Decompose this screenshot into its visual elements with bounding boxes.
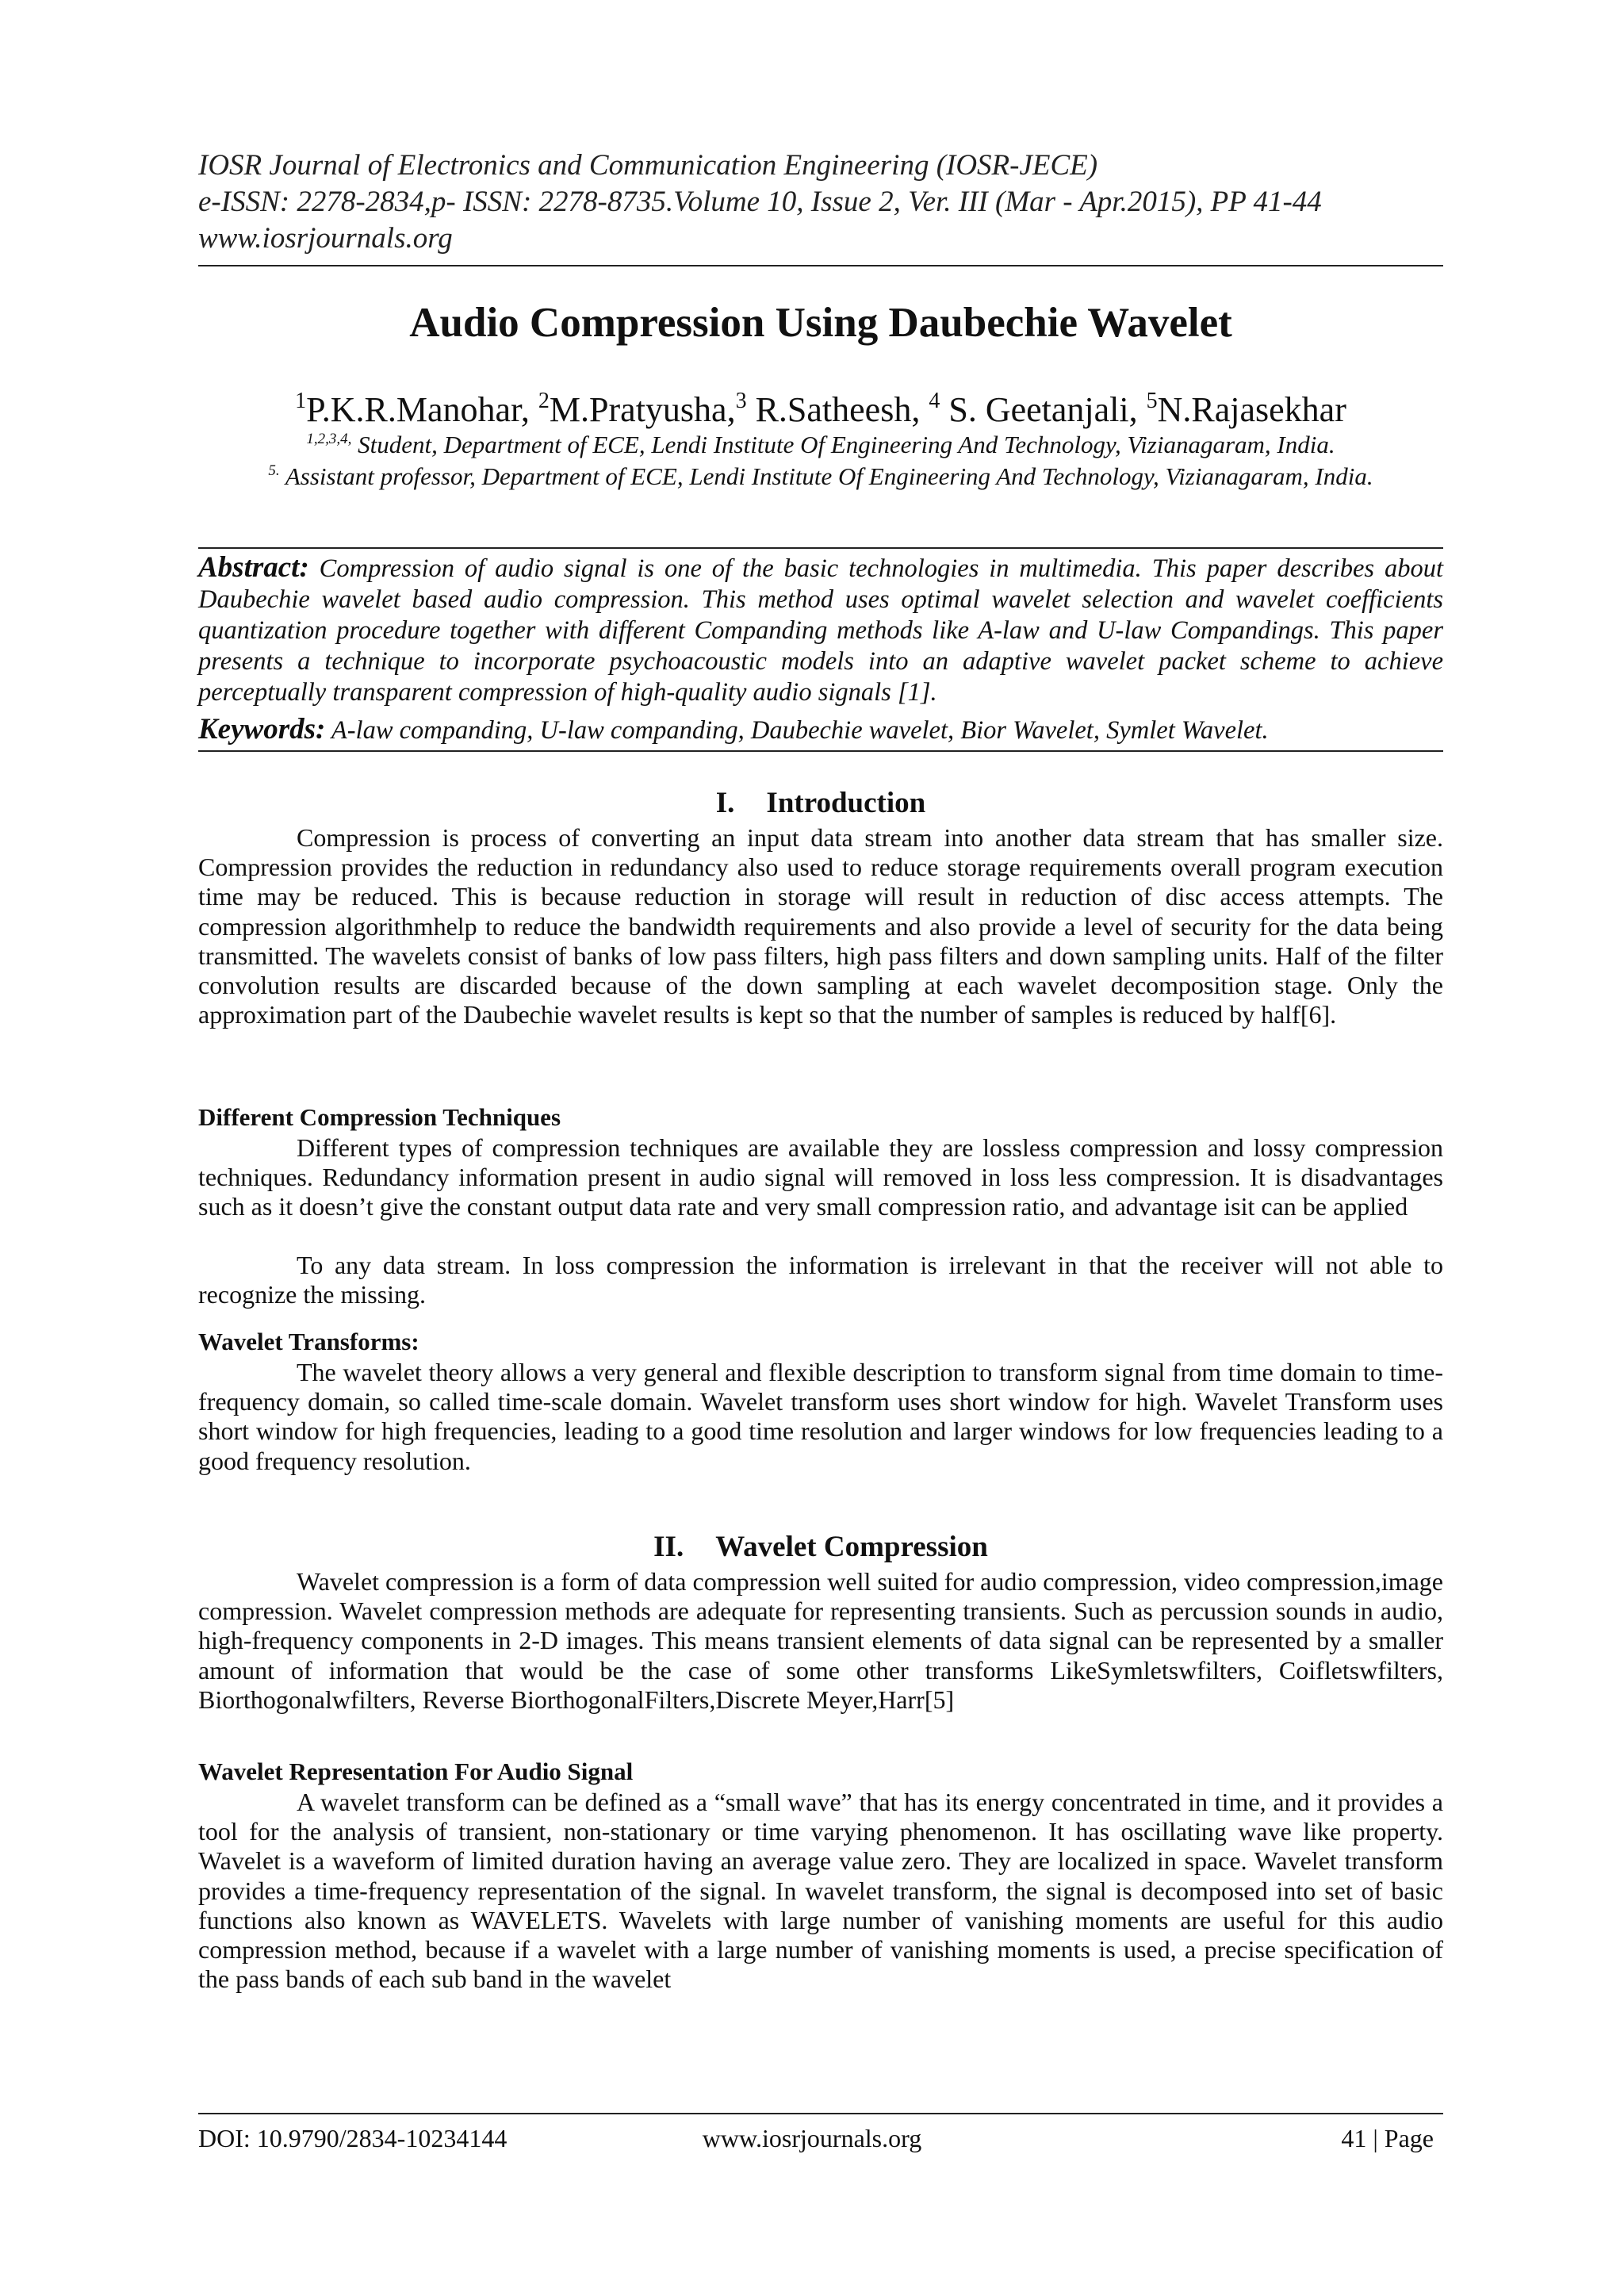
author-sup: 1 <box>295 389 307 413</box>
abstract-top-rule <box>198 547 1443 549</box>
author-sup: 5 <box>1146 389 1158 413</box>
author-name: S. Geetanjali, <box>940 390 1147 429</box>
paper-title: Audio Compression Using Daubechie Wavelet <box>409 300 1232 346</box>
footer-rule <box>198 2113 1443 2114</box>
author-name: M.Pratyusha, <box>549 390 736 429</box>
section-heading-introduction <box>198 785 1443 822</box>
affiliation-text: Student, Department of ECE, Lendi Institute Of Engineering And Technology, Vizianagaram, India. <box>351 431 1335 458</box>
abstract-label: Abstract: <box>198 551 309 584</box>
section-title: Wavelet Compression <box>715 1531 988 1563</box>
journal-url[interactable]: www.iosrjournals.org <box>198 222 453 255</box>
author-sup: 4 <box>929 389 940 413</box>
keywords-label: Keywords: <box>198 713 326 746</box>
author-name: R.Satheesh, <box>746 390 929 429</box>
section-number: I. <box>715 787 735 819</box>
author-sup: 3 <box>735 389 747 413</box>
abstract-bottom-rule <box>198 750 1443 752</box>
author-sup: 2 <box>538 389 550 413</box>
subheading-wavelet-transforms: Wavelet Transforms: <box>198 1328 419 1355</box>
journal-issn: e-ISSN: 2278-2834,p- ISSN: 2278-8735.Volume 10, Issue 2, Ver. III (Mar - Apr.2015), PP 41-44 <box>198 186 1322 218</box>
affiliation-professor <box>230 456 1411 492</box>
header-rule <box>198 265 1443 266</box>
wavelet-paragraph-1: Wavelet compression is a form of data compression well suited for audio compression, video compression,image compression. Wavelet compression methods are adequate for representing transients. Such as percussion sounds in audio, high-frequency components in 2-D images. This means transient elements of data signal can be represented by a smaller amount of information that would be the case of some other transforms LikeSymletswfilters, Coifletswfilters, Biorthogonalwfilters, Reverse BiorthogonalFilters,Discrete Meyer,Harr[5] <box>198 1567 1443 1714</box>
affiliation-sup: 1,2,3,4, <box>306 431 352 447</box>
affiliation-text: Assistant professor, Department of ECE, Lendi Institute Of Engineering And Technology, Vizianagaram, India. <box>279 462 1373 490</box>
keywords <box>198 714 1443 746</box>
author-name: N.Rajasekhar <box>1157 390 1346 429</box>
section-number: II. <box>653 1531 684 1563</box>
footer-doi: DOI: 10.9790/2834-10234144 <box>198 2124 508 2152</box>
keywords-text: A-law companding, U-law companding, Daubechie wavelet, Bior Wavelet, Symlet Wavelet. <box>325 716 1269 745</box>
wavelet-paragraph-2: A wavelet transform can be defined as a “small wave” that has its energy concentrated in time, and it provides a tool for the analysis of transient, non-stationary or time varying phenomenon. It has oscillating wave like property. Wavelet is a waveform of limited duration having an average value zero. They are localized in space. Wavelet transform provides a time-frequency representation of the signal. In wavelet transform, the signal is decomposed into set of basic functions also known as WAVELETS. Wavelets with large number of vanishing moments are useful for this audio compression method, because if a wavelet with a large number of vanishing moments is used, a precise specification of the pass bands of each sub band in the wavelet <box>198 1788 1443 1994</box>
affiliation-students <box>230 424 1411 460</box>
author-name: P.K.R.Manohar, <box>306 390 538 429</box>
footer-site[interactable]: www.iosrjournals.org <box>702 2124 922 2152</box>
intro-paragraph-3: To any data stream. In loss compression the information is irrelevant in that the receiver will not able to recognize the missing. <box>198 1251 1443 1309</box>
intro-paragraph-1: Compression is process of converting an input data stream into another data stream that has smaller size. Compression provides the reduction in redundancy also used to reduce storage requirements overall program execution time may be reduced. This is because reduction in storage will result in reduction of disc access attempts. The compression algorithmhelp to reduce the bandwidth requirements and also provide a level of security for the data being transmitted. The wavelets consist of banks of low pass filters, high pass filters and down sampling units. Half of the filter convolution results are discarded because of the down sampling at each wavelet decomposition stage. Only the approximation part of the Daubechie wavelet results is kept so that the number of samples is reduced by half[6]. <box>198 823 1443 1029</box>
subheading-compression-techniques: Different Compression Techniques <box>198 1103 561 1131</box>
intro-paragraph-2: Different types of compression techniques are available they are lossless compression and lossy compression techniques. Redundancy information present in audio signal will removed in loss less compression. It is disadvantages such as it doesn’t give the constant output data rate and very small compression ratio, and advantage isit can be applied <box>198 1133 1443 1221</box>
footer-page-number: 41 | Page <box>1341 2124 1434 2152</box>
subheading-wavelet-representation: Wavelet Representation For Audio Signal <box>198 1757 634 1785</box>
journal-header <box>198 148 1443 257</box>
section-title: Introduction <box>766 787 926 819</box>
intro-paragraph-4: The wavelet theory allows a very general and flexible description to transform signal from time domain to time-frequency domain, so called time-scale domain. Wavelet transform uses short window for high. Wavelet Transform uses short window for high frequencies, leading to a good time resolution and larger windows for low frequencies leading to a good frequency resolution. <box>198 1358 1443 1475</box>
journal-name: IOSR Journal of Electronics and Communication Engineering (IOSR-JECE) <box>198 149 1098 182</box>
abstract-text: Compression of audio signal is one of the basic technologies in multimedia. This paper describes about Daubechie wavelet based audio compression. This method uses optimal wavelet selection and wavelet coefficients quantization procedure together with different Companding methods like A-law and U-law Compandings. This paper presents a technique to incorporate psychoacoustic models into an adaptive wavelet packet scheme to achieve perceptually transparent compression of high-quality audio signals [1]. <box>198 554 1443 707</box>
affiliation-sup: 5. <box>268 462 280 479</box>
abstract <box>198 552 1443 708</box>
section-heading-wavelet-compression <box>198 1529 1443 1566</box>
